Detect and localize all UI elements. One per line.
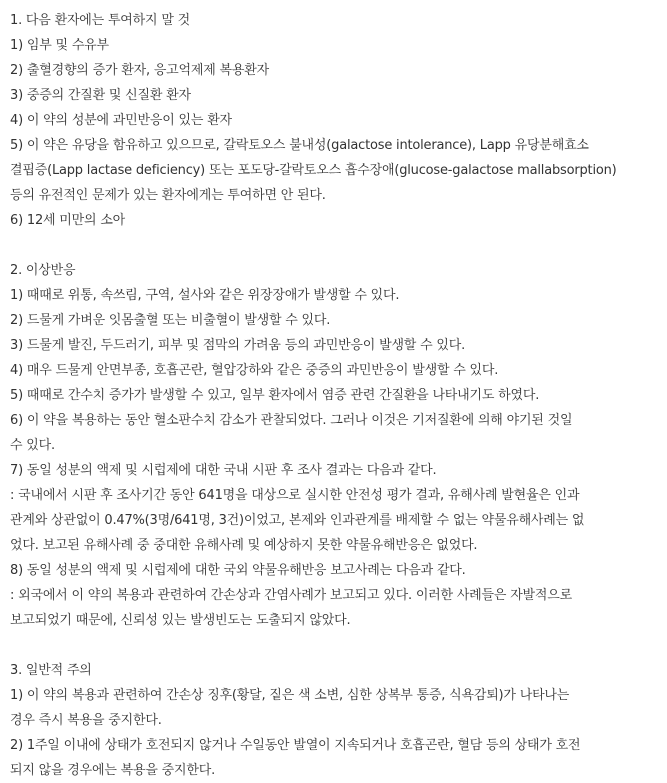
text-line: 2) 출혈경향의 증가 환자, 응고억제제 복용환자 [10,63,269,78]
text-line: 경우 즉시 복용을 중지한다. [10,713,162,728]
text-line: 4) 매우 드물게 안면부종, 호흡곤란, 혈압강하와 같은 중증의 과민반응이 발생할 수 있다. [10,363,499,378]
text-line: 6) 이 약을 복용하는 동안 혈소판수치 감소가 관찰되었다. 그러나 이것은 기저질환에 의해 야기된 것일 [10,413,573,428]
text-line: 었다. 보고된 유해사례 중 중대한 유해사례 및 예상하지 못한 약물유해반응은 없었다. [10,538,478,553]
section-heading-general-precautions: 3. 일반적 주의 [10,663,92,678]
text-line: 5) 때때로 간수치 증가가 발생할 수 있고, 일부 환자에서 염증 관련 간질환을 나타내기도 하였다. [10,388,540,403]
text-line: : 국내에서 시판 후 조사기간 동안 641명을 대상으로 실시한 안전성 평가 결과, 유해사례 발현율은 인과 [10,488,580,503]
text-line: 관계와 상관없이 0.47%(3명/641명, 3건)이었고, 본제와 인과관계를 배제할 수 없는 약물유해사례는 없 [10,513,585,528]
text-line: 2) 1주일 이내에 상태가 호전되지 않거나 수일동안 발열이 지속되거나 호흡곤란, 혈담 등의 상태가 호전 [10,738,581,753]
text-line: 수 있다. [10,438,55,453]
text-line: 4) 이 약의 성분에 과민반응이 있는 환자 [10,113,232,128]
text-line: 2) 드물게 가벼운 잇몸출혈 또는 비출혈이 발생할 수 있다. [10,313,331,328]
text-line: 3) 중증의 간질환 및 신질환 환자 [10,88,191,103]
text-line: 되지 않을 경우에는 복용을 중지한다. [10,763,216,778]
text-line: : 외국에서 이 약의 복용과 관련하여 간손상과 간염사례가 보고되고 있다. 이러한 사례들은 자발적으로 [10,588,572,603]
text-line: 등의 유전적인 문제가 있는 환자에게는 투여하면 안 된다. [10,188,326,203]
text-line: 6) 12세 미만의 소아 [10,213,126,228]
text-line: 보고되었기 때문에, 신뢰성 있는 발생빈도는 도출되지 않았다. [10,613,351,628]
text-line: 8) 동일 성분의 액제 및 시럽제에 대한 국외 약물유해반응 보고사례는 다음과 같다. [10,563,466,578]
blank-line [10,233,667,258]
text-line: 5) 이 약은 유당을 함유하고 있으므로, 갈락토오스 불내성(galactose intolerance), Lapp 유당분해효소 [10,138,589,153]
text-line: 7) 동일 성분의 액제 및 시럽제에 대한 국내 시판 후 조사 결과는 다음과 같다. [10,463,437,478]
section-heading-adverse-reactions: 2. 이상반응 [10,263,76,278]
text-line: 3) 드물게 발진, 두드러기, 피부 및 점막의 가려움 등의 과민반응이 발생할 수 있다. [10,338,466,353]
text-line: 결핍증(Lapp lactase deficiency) 또는 포도당-갈락토오스 흡수장애(glucose-galactose mallabsorption) [10,163,617,178]
section-heading-contraindications: 1. 다음 환자에는 투여하지 말 것 [10,13,190,28]
text-line: 1) 임부 및 수유부 [10,38,109,53]
text-line: 1) 때때로 위통, 속쓰림, 구역, 설사와 같은 위장장애가 발생할 수 있다. [10,288,400,303]
text-line: 1) 이 약의 복용과 관련하여 간손상 징후(황달, 짙은 색 소변, 심한 상복부 통증, 식욕감퇴)가 나타나는 [10,688,570,703]
blank-line [10,633,667,658]
